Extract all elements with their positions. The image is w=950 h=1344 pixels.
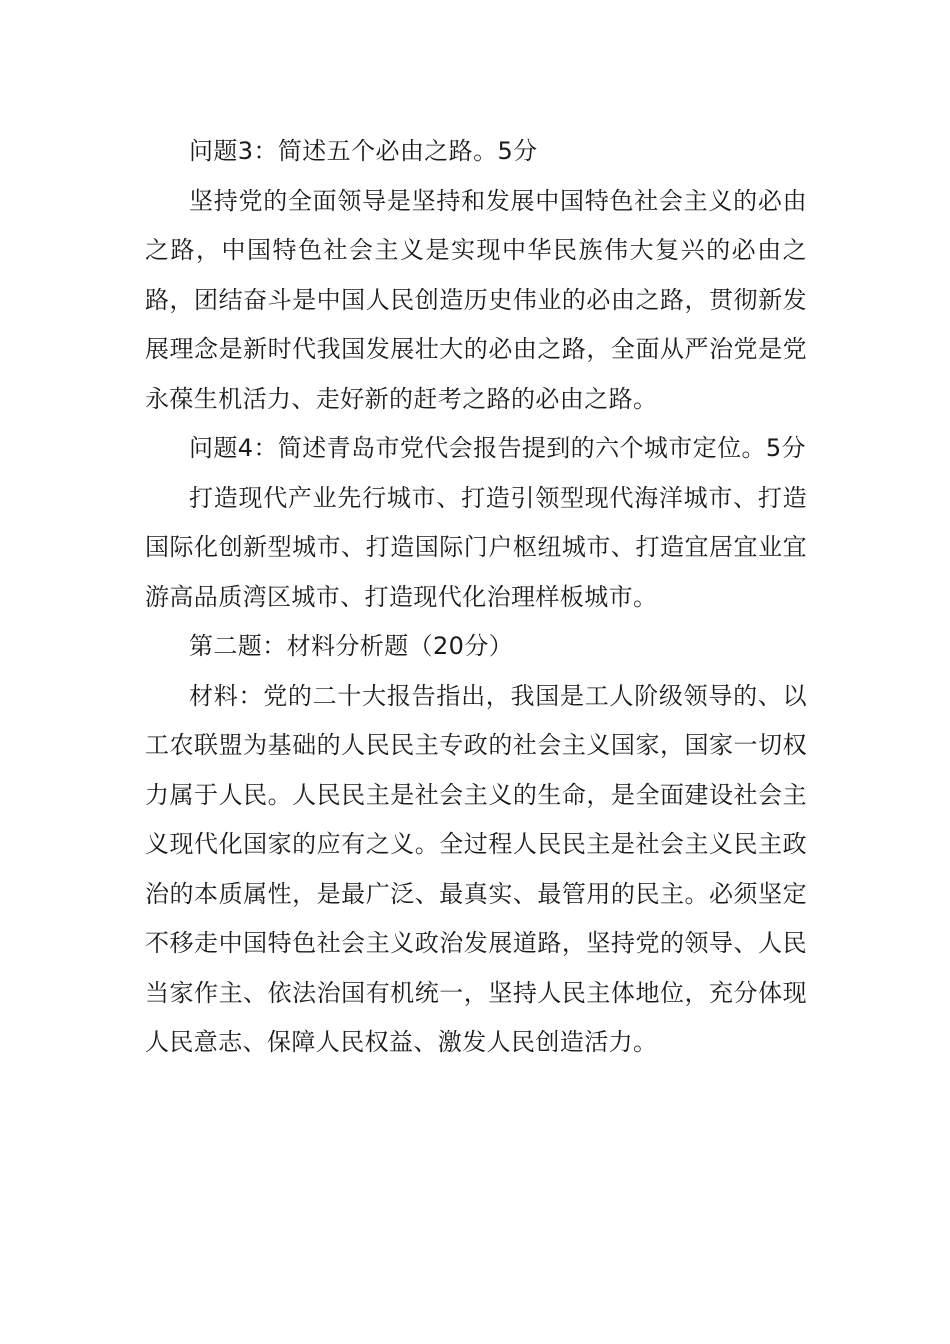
question-4-answer: 打造现代产业先行城市、打造引领型现代海洋城市、打造国际化创新型城市、打造国际门户枢纽城市、打造宜居宜业宜游高品质湾区城市、打造现代化治理样板城市。 [145,483,807,611]
material-paragraph: 材料：党的二十大报告指出，我国是工人阶级领导的、以工农联盟为基础的人民民主专政的社会主义国家，国家一切权力属于人民。人民民主是社会主义的生命，是全面建设社会主义现代化国家的应有之义。全过程人民民主是社会主义民主政治的本质属性，是最广泛、最真实、最管用的民主。必须坚定不移走中国特色社会主义政治发展道路，坚持党的领导、人民当家作主、依法治国有机统一，坚持人民主体地位，充分体现人民意志、保障人民权益、激发人民创造活力。 [145,681,807,1056]
document-body [145,127,807,1068]
question-4-title: 问题4：简述青岛市党代会报告提到的六个城市定位。5分 [189,434,806,462]
question-3-title: 问题3：简述五个必由之路。5分 [189,137,538,165]
question-3-answer: 坚持党的全面领导是坚持和发展中国特色社会主义的必由之路，中国特色社会主义是实现中华民族伟大复兴的必由之路，团结奋斗是中国人民创造历史伟业的必由之路，贯彻新发展理念是新时代我国发展壮大的必由之路，全面从严治党是党永葆生机活力、走好新的赶考之路的必由之路。 [145,186,807,413]
section-2-title: 第二题：材料分析题（20分） [189,632,514,660]
